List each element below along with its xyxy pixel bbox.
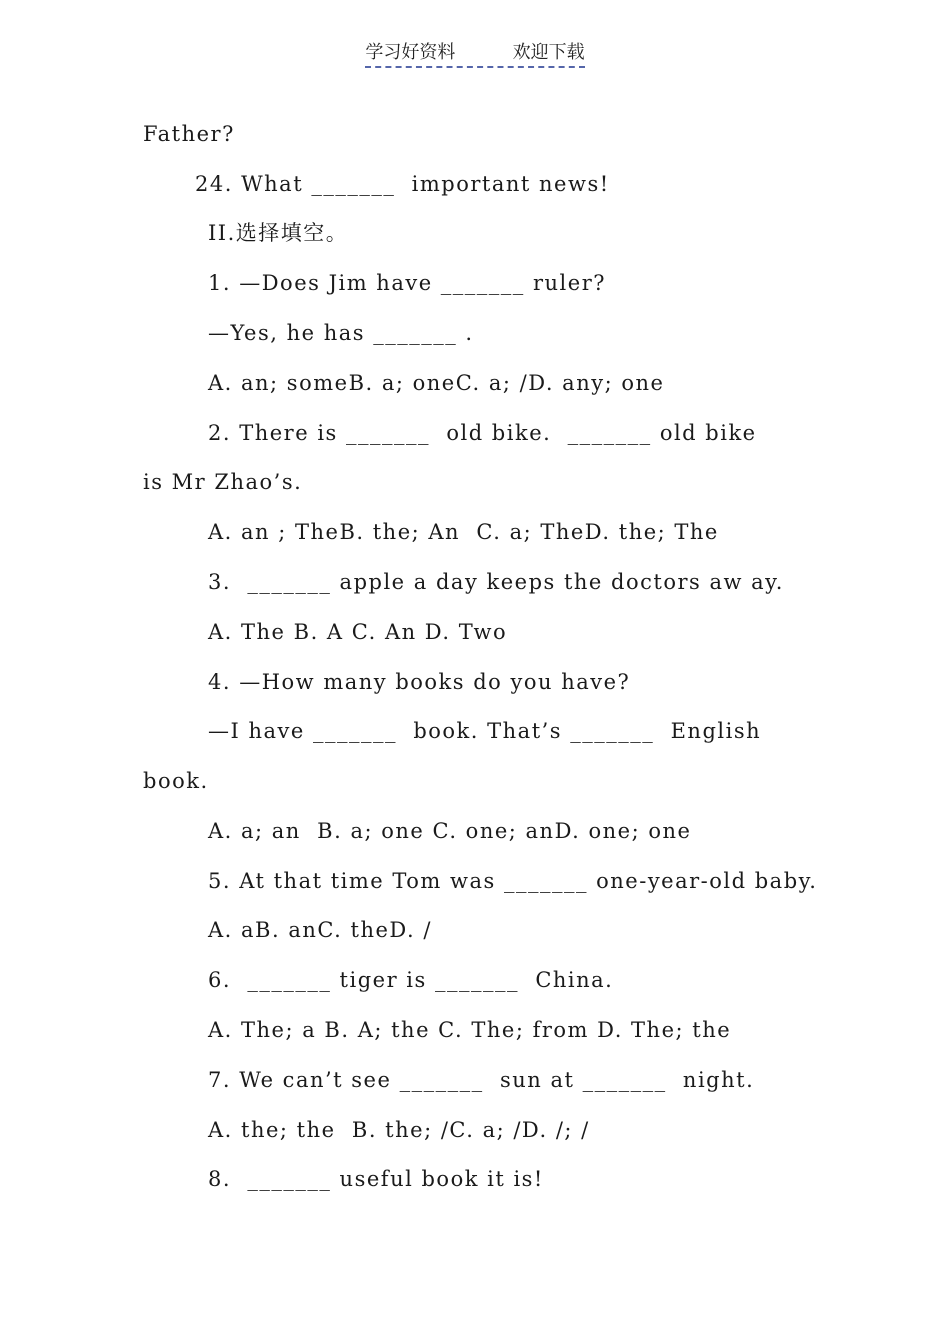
question-4: 4. —How many books do you have? xyxy=(208,670,631,694)
header-watermark xyxy=(365,38,584,68)
options-4: A. a; an B. a; one C. one; anD. one; one xyxy=(208,819,692,843)
question-8: 8. _______ useful book it is! xyxy=(208,1167,544,1191)
options-6: A. The; a B. A; the C. The; from D. The; the xyxy=(208,1018,732,1042)
options-1: A. an; someB. a; oneC. a; /D. any; one xyxy=(208,371,665,395)
question-4-cont: book. xyxy=(143,769,209,793)
question-6: 6. _______ tiger is _______ China. xyxy=(208,968,614,992)
question-1: 1. —Does Jim have _______ ruler? xyxy=(208,271,606,295)
header-left-text: 学习好资料 xyxy=(365,42,456,63)
question-1-response: —Yes, he has _______ . xyxy=(208,321,474,345)
options-3: A. The B. A C. An D. Two xyxy=(208,620,508,644)
question-3: 3. _______ apple a day keeps the doctors aw ay. xyxy=(208,570,784,594)
options-7: A. the; the B. the; /C. a; /D. /; / xyxy=(208,1118,590,1142)
page-header xyxy=(0,38,950,68)
question-4-response: —I have _______ book. That’s _______ English xyxy=(208,719,762,743)
text-line: Father? xyxy=(143,122,235,146)
question-24: 24. What _______ important news! xyxy=(195,172,610,196)
section-heading: II.选择填空。 xyxy=(208,221,349,245)
header-right-text: 欢迎下载 xyxy=(512,42,585,63)
question-7: 7. We can’t see _______ sun at _______ night. xyxy=(208,1068,755,1092)
question-5: 5. At that time Tom was _______ one-year-old baby. xyxy=(208,869,818,893)
options-2: A. an ; TheB. the; An C. a; TheD. the; The xyxy=(208,520,719,544)
question-2-cont: is Mr Zhao’s. xyxy=(143,470,303,494)
options-5: A. aB. anC. theD. / xyxy=(208,918,432,942)
question-2: 2. There is _______ old bike. _______ old bike xyxy=(208,421,757,445)
